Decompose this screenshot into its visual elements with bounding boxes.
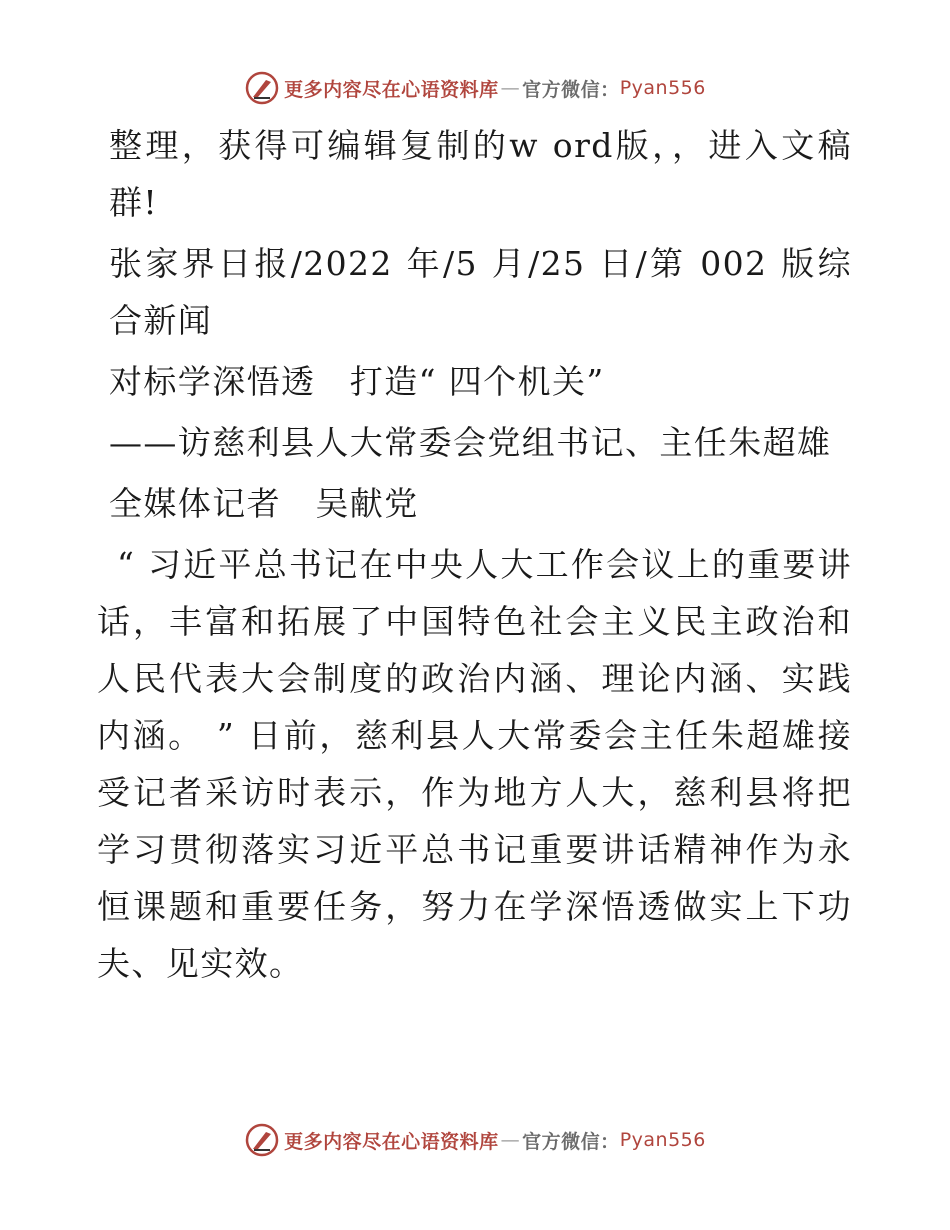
article-subtitle: ——访慈利县人大常委会党组书记、主任朱超雄: [109, 423, 832, 462]
footer-watermark: [0, 1120, 950, 1160]
watermark-wechat-label: 官方微信：: [522, 1130, 620, 1153]
document-body: [97, 117, 852, 992]
watermark-wechat-label: 官方微信：: [522, 78, 620, 101]
watermark-text: 更多内容尽在心语资料库: [284, 78, 499, 101]
intro-note: 整理，获得可编辑复制的w ord版，，进入文稿群!: [109, 126, 852, 222]
header-watermark: [0, 68, 950, 108]
article-byline: 全媒体记者 吴献党: [109, 484, 419, 523]
article-paragraph: “ 习近平总书记在中央人大工作会议上的重要讲话，丰富和拓展了中国特色社会主义民主政治和人民代表大会制度的政治内涵、理论内涵、实践内涵。 ” 日前，慈利县人大常委会主任朱超雄接受记者采访时表示，作为地方人大，慈利县将把学习贯彻落实习近平总书记重要讲话精神作为永恒课题和重要任务，努力在学深悟透做实上下功夫、见实效。: [97, 545, 852, 983]
watermark-wechat-id: Pyan556: [619, 77, 706, 99]
watermark-separator: —: [500, 77, 521, 99]
quill-logo-icon: [244, 1122, 280, 1158]
source-line: 张家界日报/2022 年/5 月/25 日/第 002 版综合新闻: [109, 244, 852, 340]
watermark-separator: —: [500, 1129, 521, 1151]
watermark-wechat-id: Pyan556: [619, 1129, 706, 1151]
article-title: 对标学深悟透 打造“ 四个机关”: [109, 362, 605, 401]
quill-logo-icon: [244, 70, 280, 106]
watermark-text: 更多内容尽在心语资料库: [284, 1130, 499, 1153]
